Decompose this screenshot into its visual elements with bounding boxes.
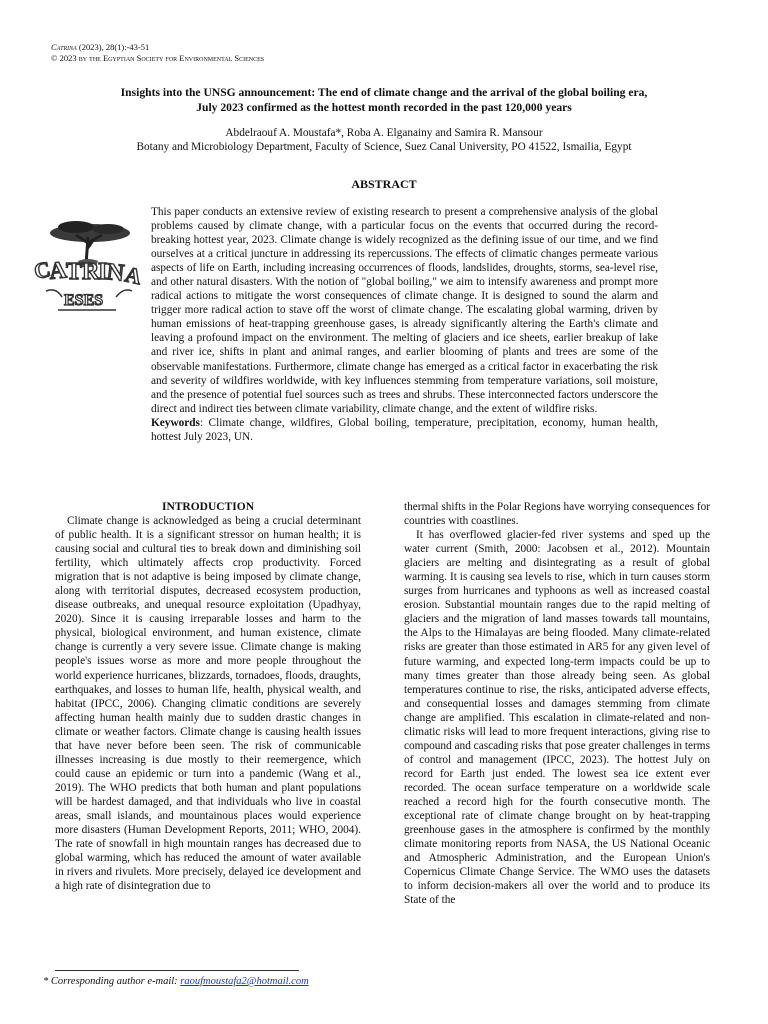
- intro-paragraph-2: It has overflowed glacier-fed river systems and sped up the water current (Smith, 2000: Jacobsen et al., 2012). Mountain glaciers are melting and disintegrating as a result of global warming. It is causing sea levels to rise, which in turn causes storm surges from hurricanes and typhoons as well as increased coastal erosion. Substantial mountain ranges due to the rapid melting of glaciers and the migration of land masses towards tall mountains, the Alps to the Himalayas are being flooded. Many climate-related risks are greater than those estimated in AR5 for any given level of future warming, and expected long-term impacts could be up to many times greater than those already being seen. As global temperatures continue to rise, the risks, anticipated adverse effects, and consequential losses and damages stemming from climate change are amplified. This escalation in climate-related and non-climatic risks will lead to more frequent interactions, giving rise to compound and cascading risks that pose greater challenges in terms of control and management (IPCC, 2023). The hottest July on record for Earth just ended. The lowest sea ice extent ever recorded. The ocean surface temperature on a worldwide scale reached a record high for the fourth consecutive month. The exceptional rate of climate change brought on by heat-trapping greenhouse gases in the atmosphere is confirmed by the monthly climate monitoring reports from NASA, the US National Oceanic and Atmospheric Administration, and the European Union's Copernicus Climate Change Service. The WMO uses the datasets to inform decision-makers all over the world and to produce its State of the: [404, 529, 710, 907]
- author-names: Abdelraouf A. Moustafa*, Roba A. Elganainy and Samira R. Mansour: [225, 127, 543, 139]
- abstract-heading: ABSTRACT: [351, 177, 417, 191]
- author-block: [60, 126, 708, 155]
- svg-text:I: I: [98, 259, 108, 285]
- intro-paragraph-1: Climate change is acknowledged as being a crucial determinant of public health. It is a significant stressor on human health; it is causing social and cultural ties to break down and diminishing soil fertility, which ultimately affects crop productivity. Forced migration that is not adaptive is being imposed by climate change, along with territorial disputes, decreased ecosystem production, disease outbreaks, and unequal resource exploitation (Upadhyay, 2020). Since it is causing irreparable losses and harm to the physical, biological environment, and human existence, climate change is currently a very severe issue. Climate change is making people's issues worse as more and more people throughout the world experience hurricanes, blizzards, tornadoes, floods, draughts, earthquakes, and losses to human life, health, physical wealth, and habitat (IPCC, 2006). Changing climatic conditions are severely affecting human health mainly due to sudden drastic changes in climate or weather factors. Climate change is causing health issues that have never before been seen. The risk of communicable illnesses increasing is due mostly to their reemergence, which could cause an epidemic or turn into a pandemic (Wang et al., 2019). The WHO predicts that both human and plant populations will be hardest damaged, and that individuals who live in coastal areas, small islands, and mountainous places would experience more disasters (Human Development Reports, 2011; WHO, 2004). The rate of snowfall in high mountain ranges has decreased due to global warming, which has reduced the amount of water available in rivers and rivulets. More precisely, delayed ice development and a high rate of disintegration due to: [55, 515, 361, 893]
- footnote-divider: [55, 970, 299, 971]
- keywords-label: Keywords: [151, 416, 200, 429]
- author-email-link[interactable]: raoufmoustafa2@hotmail.com: [180, 976, 309, 987]
- catrina-tree-logo-icon: [32, 213, 144, 317]
- paper-title: [60, 86, 708, 115]
- svg-text:T: T: [66, 259, 83, 285]
- journal-header: [51, 42, 264, 64]
- intro-paragraph-continued: thermal shifts in the Polar Regions have worrying consequences for countries with coastlines.: [404, 501, 710, 528]
- abstract: [151, 205, 658, 444]
- left-column: [55, 500, 361, 893]
- svg-text:ESES: ESES: [64, 292, 104, 309]
- corresponding-author-footnote: [43, 976, 309, 987]
- copyright: © 2023 by the Egyptian Society for Environmental Sciences: [51, 53, 265, 63]
- svg-text:A: A: [122, 261, 144, 290]
- svg-text:R: R: [82, 259, 100, 285]
- keywords: [151, 416, 658, 444]
- author-affiliation: Botany and Microbiology Department, Faculty of Science, Suez Canal University, PO 41522, Ismailia, Egypt: [136, 141, 632, 154]
- svg-text:N: N: [105, 259, 126, 287]
- right-column: [404, 500, 710, 907]
- footnote-label: * Corresponding author e-mail:: [43, 976, 181, 987]
- citation: (2023), 28(1):-43-51: [78, 42, 150, 52]
- keywords-list: : Climate change, wildfires, Global boiling, temperature, precipitation, economy, human health, hottest July 2023, UN.: [151, 416, 658, 443]
- svg-text:C: C: [32, 256, 53, 284]
- introduction-heading: INTRODUCTION: [161, 501, 254, 513]
- title-line-2: July 2023 confirmed as the hottest month recorded in the past 120,000 years: [196, 100, 572, 114]
- title-line-1: Insights into the UNSG announcement: The end of climate change and the arrival of the global boiling era,: [120, 86, 648, 99]
- svg-text:A: A: [47, 257, 68, 285]
- abstract-text: This paper conducts an extensive review of existing research to present a comprehensive analysis of the global problems caused by climate change, with a particular focus on the events that occurred during the record-breaking hottest year, 2023. Climate change is widely recognized as the defining issue of our time, and we find ourselves at a critical juncture in addressing its repercussions. The effects of climatic changes permeate various aspects of life on Earth, including increasing occurrences of floods, landslides, droughts, storms, sea-level rise, and other natural disasters. With the notion of "global boiling," we aim to intensify awareness and prompt more radical actions to mitigate the worst consequences of climate change. It is designed to sound the alarm and trigger more radical action to stave off the worst of climate change. The escalating global warming, driven by human emissions of heat-trapping greenhouse gases, is already significantly altering the Earth's climate and leaving a profound impact on the environment. The melting of glaciers and ice sheets, earlier breakup of lake and river ice, shifts in plant and animal ranges, and earlier blooming of plants and trees are some of the observable manifestations. Furthermore, climate change has emerged as a critical factor in exacerbating the risk and severity of wildfires worldwide, with key influences stemming from temperature variations, soil moisture, and the presence of potential fuel sources such as trees and shrubs. These interconnected factors underscore the direct and indirect ties between climate variability, climate change, and the extent of wildfire risks.: [151, 206, 658, 415]
- journal-name: Catrina: [51, 42, 77, 52]
